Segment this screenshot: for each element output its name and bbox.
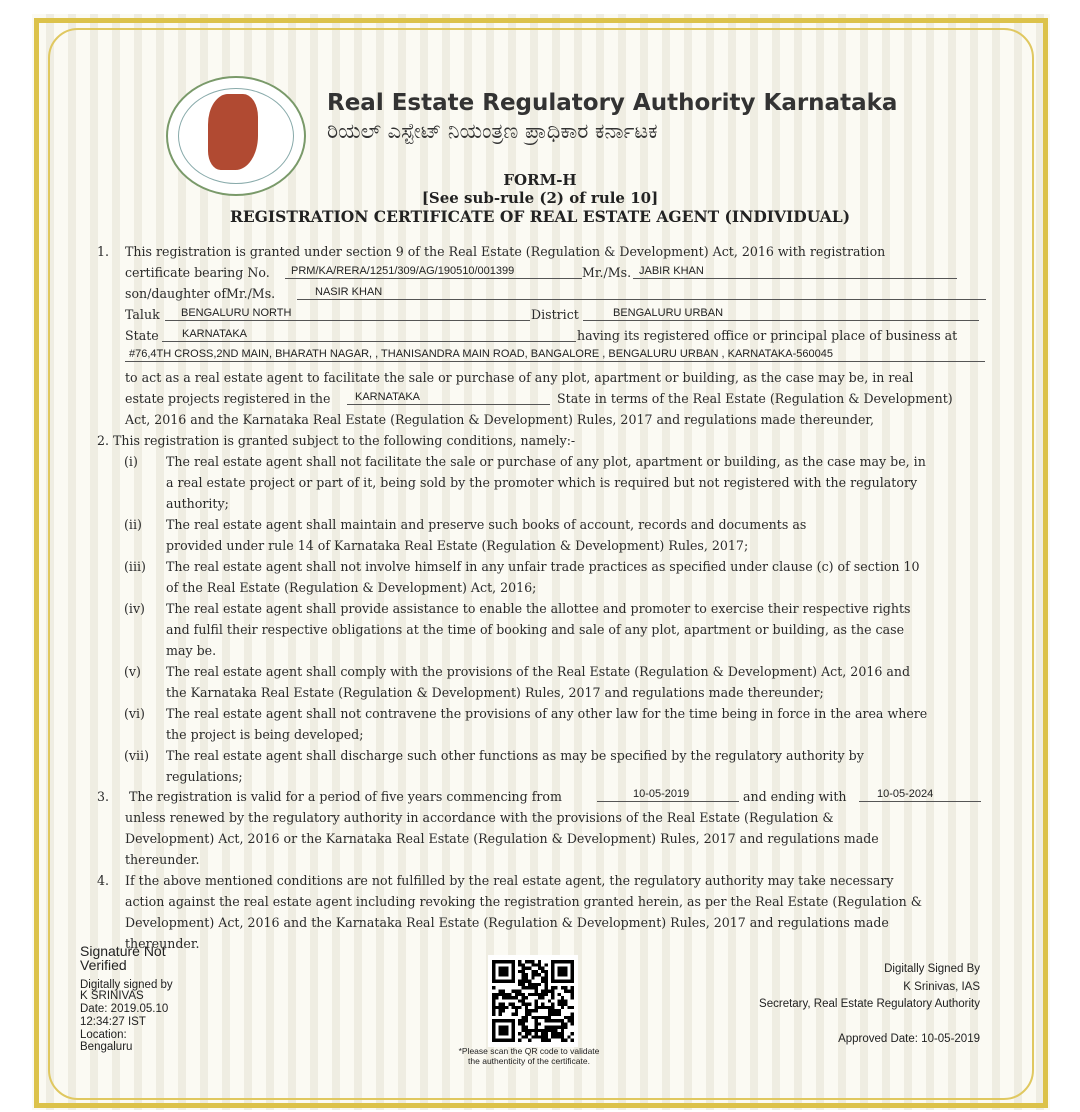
signature-location: Bengaluru [80,1041,133,1053]
para-number: 4. [97,873,110,888]
signature-time: 12:34:27 IST [80,1016,146,1028]
para-text: action against the real estate agent including revoking the registration granted herein, as per the Real Estate (Regulation & [125,894,922,909]
field-valid-to: 10-05-2024 [859,788,981,802]
label-parent: son/daughter ofMr./Ms. [125,286,276,301]
para-text: This registration is granted under section 9 of the Real Estate (Regulation & Development) Act, 2016 with registration [125,244,886,259]
qr-note: *Please scan the QR code to validate the authenticity of the certificate. [458,1046,600,1066]
condition-text: provided under rule 14 of Karnataka Real Estate (Regulation & Development) Rules, 2017; [166,538,749,553]
qr-code[interactable] [488,955,578,1047]
condition-number: (i) [124,454,138,469]
condition-text: The real estate agent shall maintain and preserve such books of account, records and documents as [166,517,807,532]
para-text: thereunder. [125,936,200,951]
approved-date: Approved Date: 10-05-2019 [838,1033,980,1045]
signature-line: Digitally signed by [80,979,173,991]
signer-title: Secretary, Real Estate Regulatory Authority [759,998,980,1010]
condition-text: the project is being developed; [166,727,364,742]
authority-title: Real Estate Regulatory Authority Karnataka [327,90,898,116]
field-project-state: KARNATAKA [347,391,550,405]
condition-text: of the Real Estate (Regulation & Development) Act, 2016; [166,580,537,595]
condition-text: The real estate agent shall provide assistance to enable the allottee and promoter to exercise their respective rights [166,601,911,616]
field-address: #76,4TH CROSS,2ND MAIN, BHARATH NAGAR, , THANISANDRA MAIN ROAD, BANGALORE , BENGALURU URBAN , KARNATAKA-560045 [125,348,985,362]
field-valid-from: 10-05-2019 [597,788,739,802]
condition-text: may be. [166,643,217,658]
condition-text: The real estate agent shall discharge such other functions as may be specified by the regulatory authority by [166,748,864,763]
certificate-heading: REGISTRATION CERTIFICATE OF REAL ESTATE AGENT (INDIVIDUAL) [229,207,851,226]
condition-text: regulations; [166,769,243,784]
condition-text: a real estate project or part of it, being sold by the promoter which is required but not registered with the regulatory [166,475,918,490]
field-registration-no: PRM/KA/RERA/1251/309/AG/190510/001399 [285,265,582,279]
para-text: State in terms of the Real Estate (Regulation & Development) [557,391,953,406]
condition-text: and fulfil their respective obligations at the time of booking and sale of any plot, apartment or building, as the case [166,622,905,637]
signature-status: Verified [80,957,127,973]
signature-signer: K SRINIVAS [80,990,144,1002]
para-text: Act, 2016 and the Karnataka Real Estate (Regulation & Development) Rules, 2017 and regulations made thereunder, [125,412,875,427]
label-district: District [531,307,579,322]
form-subrule: [See sub-rule (2) of rule 10] [421,189,659,207]
field-taluk: BENGALURU NORTH [165,307,530,321]
para-text: The registration is valid for a period of five years commencing from [129,789,562,804]
para-text: Development) Act, 2016 and the Karnataka Real Estate (Regulation & Development) Rules, 2017 and regulations made [125,915,889,930]
field-agent-name: JABIR KHAN [633,265,957,279]
para-text: Development) Act, 2016 or the Karnataka Real Estate (Regulation & Development) Rules, 2017 and regulations made [125,831,879,846]
signature-date: Date: 2019.05.10 [80,1003,169,1015]
field-state: KARNATAKA [162,328,576,342]
field-district: BENGALURU URBAN [583,307,979,321]
para-text: unless renewed by the regulatory authority in accordance with the provisions of the Real Estate (Regulation & [125,810,834,825]
condition-text: The real estate agent shall not involve himself in any unfair trade practices as specified under clause (c) of section 10 [166,559,920,574]
signature-location-label: Location: [80,1029,127,1041]
karnataka-map-icon [208,94,258,170]
condition-text: The real estate agent shall not contravene the provisions of any other law for the time being in force in the area where [166,706,928,721]
condition-number: (v) [124,664,141,679]
condition-text: The real estate agent shall comply with the provisions of the Real Estate (Regulation & Development) Act, 2016 and [166,664,911,679]
form-name: FORM-H [503,171,577,189]
para-text: estate projects registered in the [125,391,331,406]
para-number: 3. [97,789,110,804]
para-number: 1. [97,244,110,259]
para-2-text: 2. This registration is granted subject to the following conditions, namely:- [97,433,576,448]
label-name: Mr./Ms. [582,265,632,280]
label-taluk: Taluk [125,307,160,322]
label-cert-no: certificate bearing No. [125,265,270,280]
condition-number: (iv) [124,601,145,616]
condition-number: (ii) [124,517,142,532]
condition-number: (iii) [124,559,146,574]
signer-label: Digitally Signed By [884,963,980,975]
para-text: to act as a real estate agent to facilitate the sale or purchase of any plot, apartment or building, as the case may be, in real [125,370,914,385]
condition-text: the Karnataka Real Estate (Regulation & Development) Rules, 2017 and regulations made thereunder; [166,685,824,700]
para-text: and ending with [743,789,847,804]
para-text: If the above mentioned conditions are not fulfilled by the real estate agent, the regulatory authority may take necessary [125,873,894,888]
field-parent-name: NASIR KHAN [297,286,986,300]
authority-title-kannada: ರಿಯಲ್ ಎಸ್ಟೇಟ್ ನಿಯಂತ್ರಣ ಪ್ರಾಧಿಕಾರ ಕರ್ನಾಟಕ [327,119,658,143]
para-text: thereunder. [125,852,200,867]
condition-text: authority; [166,496,229,511]
condition-number: (vi) [124,706,145,721]
label-office: having its registered office or principal place of business at [577,328,958,343]
signature-status: Signature Not [80,943,166,959]
condition-text: The real estate agent shall not facilitate the sale or purchase of any plot, apartment or building, as the case may be, in [166,454,926,469]
label-state: State [125,328,159,343]
condition-number: (vii) [124,748,149,763]
signer-name: K Srinivas, IAS [903,981,980,993]
